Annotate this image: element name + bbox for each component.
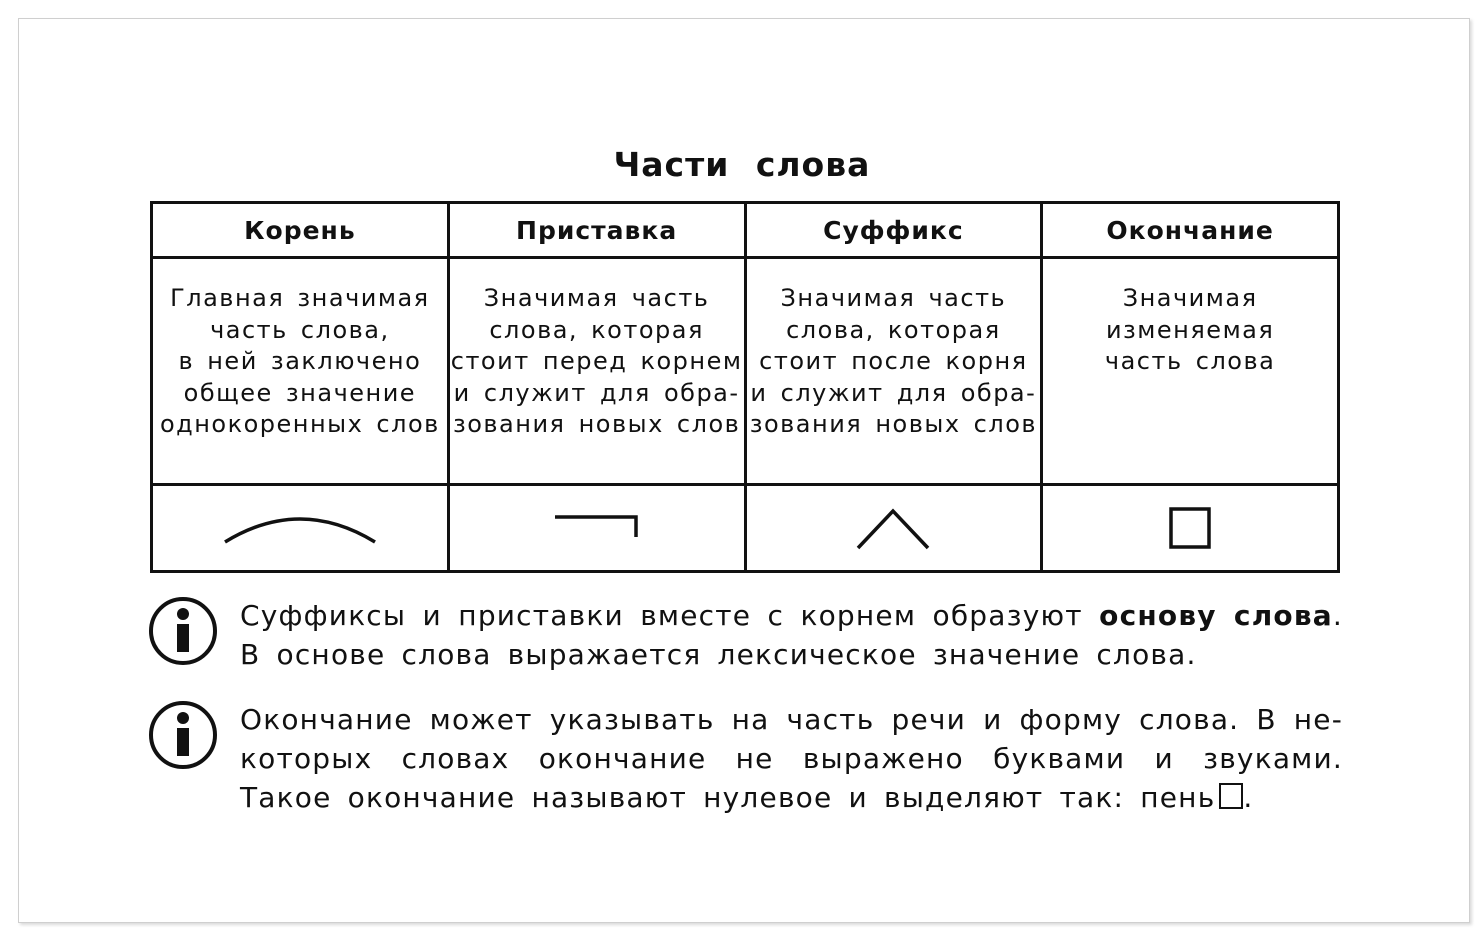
- symbol-cell-suffix: [745, 485, 1042, 572]
- info-icon: [148, 700, 218, 770]
- definition-suffix: Значимая часть слова, которая стоит после корня и служит для обра- зования новых слов: [745, 258, 1042, 485]
- note2-text: Окончание может указывать на часть речи и форму слова. В не-которых словах окончание не выражено буквами и звуками. Такое окончание называют нулевое и выделяют так:: [240, 703, 1343, 814]
- table-definition-row: [152, 258, 1339, 485]
- info-note-stem-text: [240, 596, 1343, 674]
- header-root: Корень: [152, 203, 449, 258]
- prefix-corner-icon: [552, 511, 642, 545]
- symbol-cell-root: [152, 485, 449, 572]
- definition-ending: Значимая изменяемая часть слова: [1042, 258, 1339, 485]
- table-symbol-row: [152, 485, 1339, 572]
- word-parts-table: [150, 201, 1340, 573]
- header-prefix: Приставка: [448, 203, 745, 258]
- ending-box-icon: [1167, 505, 1213, 551]
- note1-bold-term: основу слова: [1099, 599, 1333, 632]
- definition-root: Главная значимая часть слова, в ней заключено общее значение однокоренных слов: [152, 258, 449, 485]
- info-icon: [148, 596, 218, 666]
- info-note-stem: [148, 596, 1343, 676]
- note1-text-before: Суффиксы и приставки вместе с корнем образуют: [240, 599, 1100, 632]
- header-suffix: Суффикс: [745, 203, 1042, 258]
- note1-text-after: . В основе слова выражается лексическое значение слова.: [240, 599, 1343, 671]
- symbol-cell-ending: [1042, 485, 1339, 572]
- note2-example-word: пень: [1140, 781, 1216, 814]
- root-arc-icon: [220, 508, 380, 548]
- note2-tail: .: [1243, 781, 1254, 814]
- suffix-caret-icon: [853, 503, 933, 553]
- info-note-ending: [148, 700, 1343, 820]
- symbol-cell-prefix: [448, 485, 745, 572]
- page-title: Части слова: [613, 145, 871, 184]
- zero-ending-box-icon: [1219, 783, 1243, 809]
- definition-prefix: Значимая часть слова, которая стоит перед корнем и служит для обра- зования новых слов: [448, 258, 745, 485]
- header-ending: Окончание: [1042, 203, 1339, 258]
- table-header-row: [152, 203, 1339, 258]
- info-note-ending-text: [240, 700, 1343, 817]
